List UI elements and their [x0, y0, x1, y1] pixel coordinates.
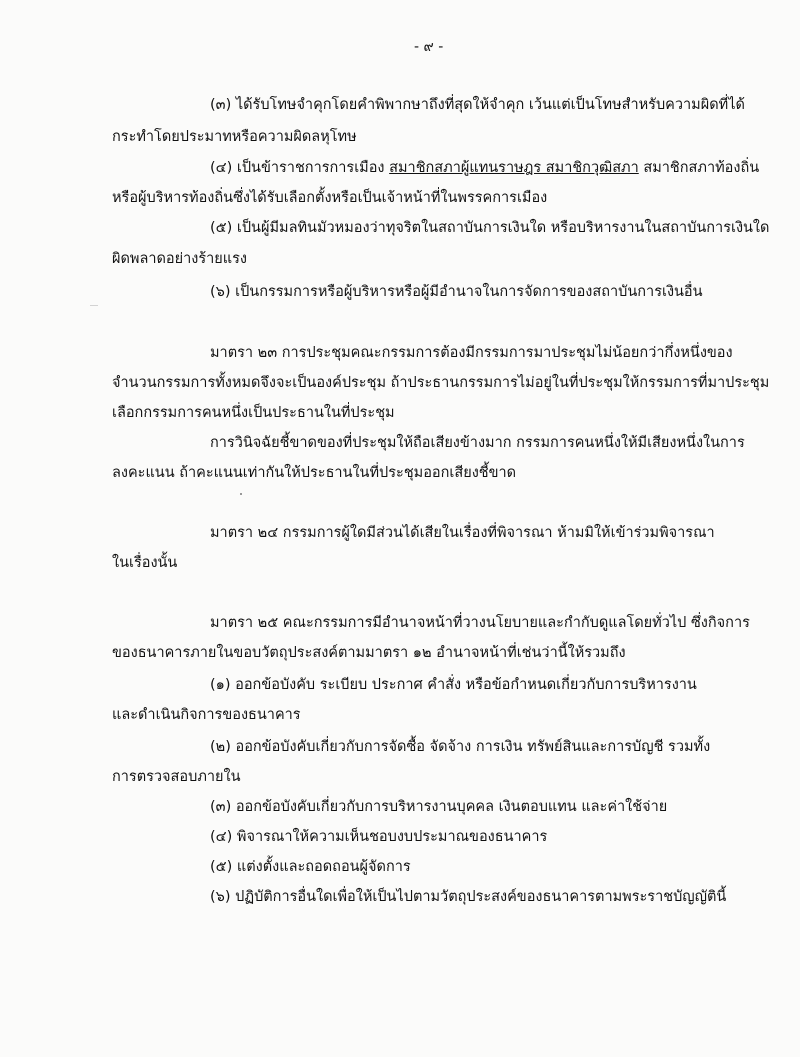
text-line: (๖) ปฏิบัติการอื่นใดเพื่อให้เป็นไปตามวัตถุประสงค์ของธนาคารตามพระราชบัญญัตินี้: [210, 889, 727, 905]
text-line: ลงคะแนน ถ้าคะแนนเท่ากันให้ประธานในที่ประชุมออกเสียงชี้ขาด: [112, 465, 517, 481]
text-line: (๑) ออกข้อบังคับ ระเบียบ ประกาศ คำสั่ง หรือข้อกำหนดเกี่ยวกับการบริหารงาน: [210, 677, 697, 693]
text-line: จำนวนกรรมการทั้งหมดจึงจะเป็นองค์ประชุม ถ้าประธานกรรมการไม่อยู่ในที่ประชุมให้กรรมการที่มาประชุม: [112, 375, 770, 391]
text-line: (๔) พิจารณาให้ความเห็นชอบงบประมาณของธนาคาร: [210, 829, 548, 845]
text-line: มาตรา ๒๓ การประชุมคณะกรรมการต้องมีกรรมการมาประชุมไม่น้อยกว่ากึ่งหนึ่งของ: [210, 345, 733, 361]
text-line: (๓) ได้รับโทษจำคุกโดยคำพิพากษาถึงที่สุดให้จำคุก เว้นแต่เป็นโทษสำหรับความผิดที่ได้: [210, 97, 745, 113]
scan-speck: [240, 493, 242, 495]
text-line: การตรวจสอบภายใน: [112, 769, 241, 785]
underlined-text: สมาชิกสภาผู้แทนราษฎร สมาชิกวุฒิสภา: [389, 160, 639, 176]
text-line: กระทำโดยประมาทหรือความผิดลหุโทษ: [112, 129, 357, 145]
text-line: (๒) ออกข้อบังคับเกี่ยวกับการจัดซื้อ จัดจ้าง การเงิน ทรัพย์สินและการบัญชี รวมทั้ง: [210, 739, 711, 755]
scan-speck: [90, 305, 98, 306]
text-run: สมาชิกสภาท้องถิ่น: [638, 160, 760, 176]
text-line: ผิดพลาดอย่างร้ายแรง: [112, 251, 247, 267]
text-line: [210, 158, 759, 178]
text-line: มาตรา ๒๔ กรรมการผู้ใดมีส่วนได้เสียในเรื่องที่พิจารณา ห้ามมิให้เข้าร่วมพิจารณา: [210, 525, 715, 541]
text-line: การวินิจฉัยชี้ขาดของที่ประชุมให้ถือเสียงข้างมาก กรรมการคนหนึ่งให้มีเสียงหนึ่งในการ: [210, 435, 745, 451]
text-line: ในเรื่องนั้น: [112, 555, 178, 571]
text-line: และดำเนินกิจการของธนาคาร: [112, 707, 301, 723]
text-line: ของธนาคารภายในขอบวัตถุประสงค์ตามมาตรา ๑๒ อำนาจหน้าที่เช่นว่านี้ให้รวมถึง: [112, 645, 626, 661]
page-number: - ๙ -: [414, 39, 444, 55]
text-line: หรือผู้บริหารท้องถิ่นซึ่งได้รับเลือกตั้งหรือเป็นเจ้าหน้าที่ในพรรคการเมือง: [112, 190, 548, 206]
text-line: (๖) เป็นกรรมการหรือผู้บริหารหรือผู้มีอำนาจในการจัดการของสถาบันการเงินอื่น: [210, 284, 703, 300]
text-run: (๔) เป็นข้าราชการการเมือง: [210, 160, 390, 176]
text-line: (๕) เป็นผู้มีมลทินมัวหมองว่าทุจริตในสถาบันการเงินใด หรือบริหารงานในสถาบันการเงินใด: [210, 220, 770, 236]
text-line: (๓) ออกข้อบังคับเกี่ยวกับการบริหารงานบุคคล เงินตอบแทน และค่าใช้จ่าย: [210, 799, 668, 815]
text-line: เลือกกรรมการคนหนึ่งเป็นประธานในที่ประชุม: [112, 405, 395, 421]
text-line: (๕) แต่งตั้งและถอดถอนผู้จัดการ: [210, 859, 411, 875]
text-line: มาตรา ๒๕ คณะกรรมการมีอำนาจหน้าที่วางนโยบายและกำกับดูแลโดยทั่วไป ซึ่งกิจการ: [210, 615, 750, 631]
